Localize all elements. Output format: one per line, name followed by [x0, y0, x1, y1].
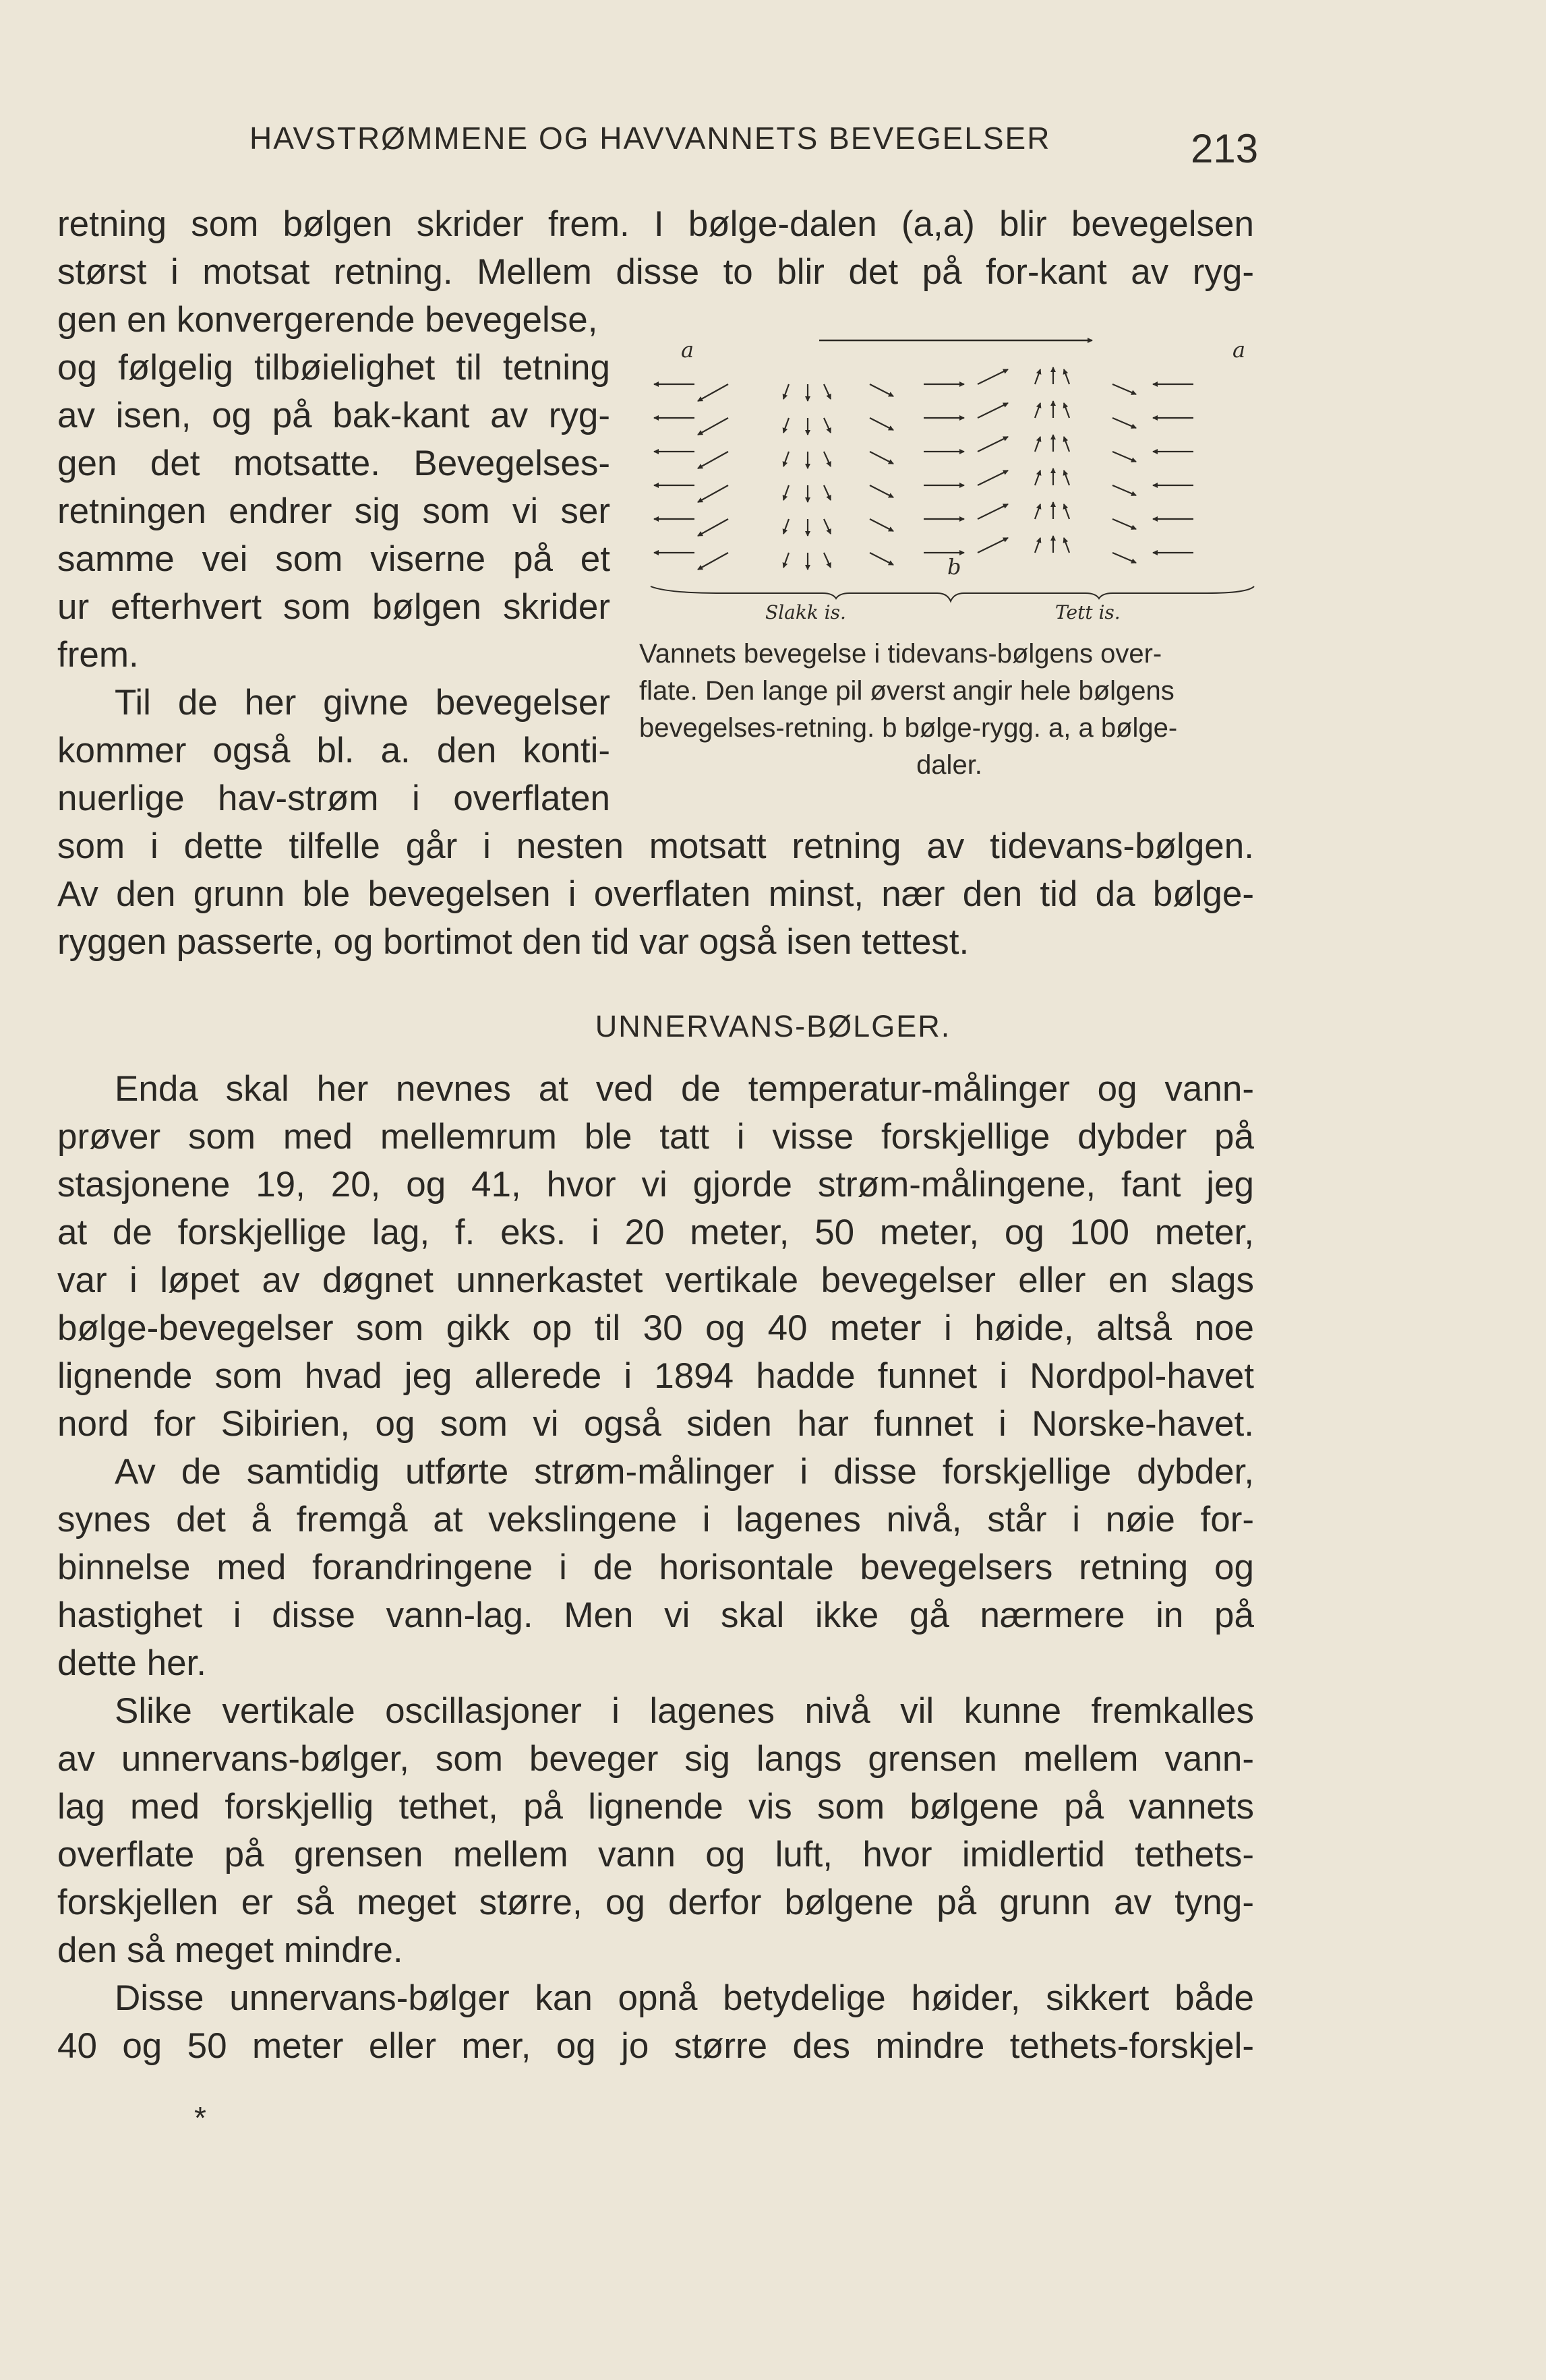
- text-line: var i løpet av døgnet unnerkastet vertikale bevegelser eller en slags: [57, 1260, 1254, 1300]
- velocity-arrow: [783, 384, 789, 399]
- velocity-arrows: [654, 367, 1193, 570]
- page-number: 213: [1191, 126, 1259, 171]
- velocity-arrow: [1112, 452, 1136, 462]
- text-line: prøver som med mellemrum ble tatt i visse forskjellige dybder på: [57, 1117, 1254, 1157]
- text-line: Av de samtidig utførte strøm-målinger i disse forskjellige dybder,: [115, 1452, 1254, 1492]
- velocity-arrow: [1112, 384, 1136, 394]
- label-slakk-is: Slakk is.: [765, 601, 846, 623]
- text-line: Til de her givne bevegelser: [115, 683, 610, 723]
- velocity-arrow: [870, 485, 893, 497]
- text-line: synes det å fremgå at vekslingene i lagenes nivå, står i nøie for-: [57, 1500, 1254, 1539]
- velocity-arrow: [698, 553, 728, 570]
- caption-line: flate. Den lange pil øverst angir hele bølgens: [639, 676, 1175, 706]
- text-line: at de forskjellige lag, f. eks. i 20 meter, 50 meter, og 100 meter,: [57, 1213, 1254, 1252]
- text-line: nuerlige hav-strøm i overflaten: [57, 779, 610, 818]
- velocity-arrow: [783, 519, 789, 534]
- velocity-arrow: [978, 470, 1008, 485]
- velocity-arrow: [978, 437, 1008, 452]
- velocity-arrow: [824, 452, 831, 466]
- velocity-arrow: [783, 553, 789, 568]
- text-line: størst i motsat retning. Mellem disse to blir det på for-kant av ryg-: [57, 252, 1254, 292]
- figure-caption: [639, 636, 1259, 784]
- text-line: binnelse med forandringene i de horisontale bevegelsers retning og: [57, 1548, 1254, 1587]
- velocity-arrow: [1064, 470, 1069, 485]
- label-tett-is: Tett is.: [1055, 601, 1121, 623]
- text-line: overflate på grensen mellem vann og luft, hvor imidlertid tethets-: [57, 1835, 1254, 1874]
- text-line: av isen, og på bak-kant av ryg-: [57, 396, 610, 435]
- velocity-arrow: [1064, 403, 1069, 418]
- text-line: den så meget mindre.: [57, 1930, 403, 1970]
- text-line: dette her.: [57, 1643, 207, 1683]
- velocity-arrow: [978, 504, 1008, 519]
- velocity-arrow: [1035, 369, 1040, 384]
- text-line: frem.: [57, 635, 139, 675]
- velocity-arrow: [698, 519, 728, 536]
- wave-motion-figure: [641, 324, 1261, 627]
- velocity-arrow: [783, 485, 789, 500]
- text-line: Slike vertikale oscillasjoner i lagenes nivå vil kunne fremkalles: [115, 1691, 1254, 1731]
- running-header: HAVSTRØMMENE OG HAVVANNETS BEVEGELSER: [249, 121, 1051, 156]
- text-line: forskjellen er så meget større, og derfor bølgene på grunn av tyng-: [57, 1883, 1254, 1922]
- velocity-arrow: [870, 452, 893, 464]
- velocity-arrow: [1064, 538, 1069, 553]
- label-a-left: a: [681, 337, 694, 363]
- velocity-arrow: [870, 418, 893, 430]
- caption-line: bevegelses-retning. b bølge-rygg. a, a bølge-: [639, 713, 1178, 743]
- velocity-arrow: [698, 452, 728, 468]
- caption-line: Vannets bevegelse i tidevans-bølgens over-: [639, 639, 1162, 669]
- arrow-field-diagram: [641, 324, 1261, 627]
- velocity-arrow: [1035, 538, 1040, 553]
- caption-line: daler.: [916, 750, 982, 780]
- velocity-arrow: [824, 384, 831, 399]
- text-line: retningen endrer sig som vi ser: [57, 491, 610, 531]
- velocity-arrow: [978, 538, 1008, 553]
- velocity-arrow: [698, 485, 728, 502]
- text-line: gen det motsatte. Bevegelses-: [57, 444, 610, 483]
- velocity-arrow: [783, 452, 789, 466]
- section-heading: UNNERVANS-BØLGER.: [595, 1009, 951, 1043]
- velocity-arrow: [1035, 437, 1040, 452]
- footer-mark: *: [194, 2100, 206, 2135]
- velocity-arrow: [870, 553, 893, 565]
- text-line: 40 og 50 meter eller mer, og jo større des mindre tethets-forskjel-: [57, 2026, 1254, 2066]
- text-line: Disse unnervans-bølger kan opnå betydelige høider, sikkert både: [115, 1978, 1254, 2018]
- label-b: b: [947, 554, 961, 580]
- velocity-arrow: [1112, 553, 1136, 563]
- text-line: kommer også bl. a. den konti-: [57, 731, 610, 770]
- text-line: ur efterhvert som bølgen skrider: [57, 587, 610, 627]
- velocity-arrow: [824, 418, 831, 433]
- velocity-arrow: [824, 553, 831, 568]
- velocity-arrow: [870, 519, 893, 531]
- velocity-arrow: [1035, 403, 1040, 418]
- velocity-arrow: [698, 418, 728, 435]
- text-line: bølge-bevegelser som gikk op til 30 og 40 meter i høide, altså noe: [57, 1308, 1254, 1348]
- velocity-arrow: [1112, 485, 1136, 495]
- velocity-arrow: [1064, 369, 1069, 384]
- text-line: og følgelig tilbøielighet til tetning: [57, 348, 610, 388]
- velocity-arrow: [1035, 470, 1040, 485]
- velocity-arrow: [783, 418, 789, 433]
- text-line: stasjonene 19, 20, og 41, hvor vi gjorde strøm-målingene, fant jeg: [57, 1165, 1254, 1204]
- text-line: av unnervans-bølger, som beveger sig langs grensen mellem vann-: [57, 1739, 1254, 1779]
- text-line: lignende som hvad jeg allerede i 1894 hadde funnet i Nordpol-havet: [57, 1356, 1254, 1396]
- velocity-arrow: [1064, 504, 1069, 519]
- text-line: retning som bølgen skrider frem. I bølge-dalen (a,a) blir bevegelsen: [57, 204, 1254, 244]
- velocity-arrow: [1112, 519, 1136, 529]
- velocity-arrow: [1035, 504, 1040, 519]
- velocity-arrow: [978, 403, 1008, 418]
- velocity-arrow: [978, 369, 1008, 384]
- velocity-arrow: [1112, 418, 1136, 428]
- velocity-arrow: [698, 384, 728, 401]
- velocity-arrow: [870, 384, 893, 396]
- text-line: Av den grunn ble bevegelsen i overflaten minst, nær den tid da bølge-: [57, 874, 1254, 914]
- text-line: samme vei som viserne på et: [57, 539, 610, 579]
- velocity-arrow: [824, 485, 831, 500]
- velocity-arrow: [1064, 437, 1069, 452]
- velocity-arrow: [824, 519, 831, 534]
- text-line: som i dette tilfelle går i nesten motsatt retning av tidevans-bølgen.: [57, 826, 1254, 866]
- brace-line: [651, 586, 1254, 601]
- text-line: lag med forskjellig tethet, på lignende vis som bølgene på vannets: [57, 1787, 1254, 1827]
- text-line: gen en konvergerende bevegelse,: [57, 300, 598, 340]
- text-line: nord for Sibirien, og som vi også siden har funnet i Norske-havet.: [57, 1404, 1254, 1444]
- text-line: hastighet i disse vann-lag. Men vi skal ikke gå nærmere in på: [57, 1595, 1254, 1635]
- text-line: ryggen passerte, og bortimot den tid var også isen tettest.: [57, 922, 970, 962]
- label-a-right: a: [1232, 337, 1246, 363]
- text-line: Enda skal her nevnes at ved de temperatur-målinger og vann-: [115, 1069, 1254, 1109]
